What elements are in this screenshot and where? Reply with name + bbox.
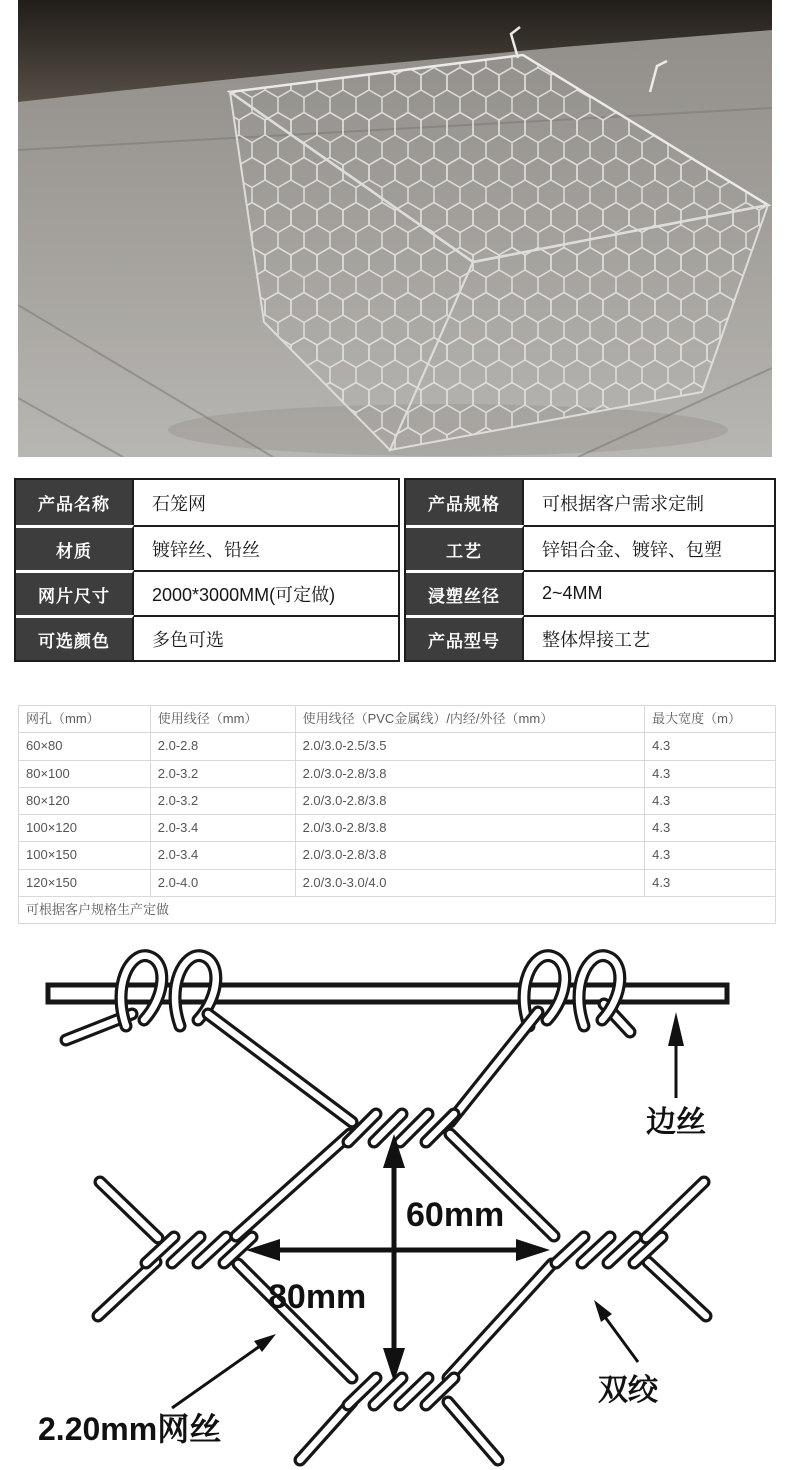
spec-label: 网片尺寸 xyxy=(16,570,134,615)
spec-label: 工艺 xyxy=(406,525,524,570)
horizontal-dimension-arrow xyxy=(246,1239,550,1261)
hexagonal-mesh-diagram xyxy=(0,910,790,1470)
table-footer-note: 可根据客户规格生产定做 xyxy=(19,896,776,923)
table-cell: 4.3 xyxy=(645,760,776,787)
table-row xyxy=(19,842,776,869)
table-cell: 2.0-3.2 xyxy=(150,787,295,814)
spec-value: 多色可选 xyxy=(134,615,398,660)
table-cell: 100×150 xyxy=(19,842,151,869)
size-table xyxy=(18,705,776,924)
table-cell: 4.3 xyxy=(645,842,776,869)
table-cell: 80×100 xyxy=(19,760,151,787)
product-photo xyxy=(18,0,772,457)
table-cell: 4.3 xyxy=(645,787,776,814)
edge-wire-label: 边丝 xyxy=(646,1106,706,1139)
table-cell: 2.0/3.0-2.8/3.8 xyxy=(295,760,645,787)
table-row xyxy=(19,869,776,896)
table-cell: 2.0/3.0-3.0/4.0 xyxy=(295,869,645,896)
spec-table-left xyxy=(14,478,400,662)
spec-value: 锌铝合金、镀锌、包塑 xyxy=(524,525,774,570)
size-table-header: 网孔（mm） xyxy=(19,706,151,733)
spec-value: 整体焊接工艺 xyxy=(524,615,774,660)
table-cell: 2.0/3.0-2.8/3.8 xyxy=(295,815,645,842)
edge-wire-label-arrow xyxy=(668,1012,684,1098)
spec-label: 产品名称 xyxy=(16,480,134,525)
spec-label: 产品规格 xyxy=(406,480,524,525)
table-cell: 4.3 xyxy=(645,815,776,842)
spec-value: 2~4MM xyxy=(524,570,774,615)
double-twist-label-arrow xyxy=(594,1300,638,1362)
spec-label: 浸塑丝径 xyxy=(406,570,524,615)
spec-label: 可选颜色 xyxy=(16,615,134,660)
gabion-photo-illustration xyxy=(18,0,772,457)
table-cell: 2.0-4.0 xyxy=(150,869,295,896)
spec-row xyxy=(406,615,774,660)
size-table-header: 最大宽度（m） xyxy=(645,706,776,733)
spec-value: 镀锌丝、铅丝 xyxy=(134,525,398,570)
spec-value: 可根据客户需求定制 xyxy=(542,493,704,514)
spec-row xyxy=(16,570,398,615)
height-dimension-label: 60mm xyxy=(406,1196,505,1234)
table-cell: 2.0/3.0-2.8/3.8 xyxy=(295,842,645,869)
double-twist-label: 双绞 xyxy=(598,1374,658,1407)
spec-label: 产品型号 xyxy=(406,615,524,660)
mesh-wire-label-arrow xyxy=(172,1334,276,1408)
table-cell: 4.3 xyxy=(645,869,776,896)
mesh-wire-label: 2.20mm网丝 xyxy=(38,1411,222,1447)
double-twist-junctions xyxy=(146,1114,662,1405)
spec-row xyxy=(16,525,398,570)
spec-row xyxy=(16,480,398,525)
table-cell: 2.0/3.0-2.8/3.8 xyxy=(295,787,645,814)
spec-row xyxy=(406,480,774,525)
size-table-header-row xyxy=(19,706,776,733)
table-row xyxy=(19,815,776,842)
vertical-dimension-arrow xyxy=(383,1134,405,1382)
size-table-header: 使用线径（mm） xyxy=(150,706,295,733)
mesh-diagram xyxy=(0,910,790,1470)
table-row xyxy=(19,787,776,814)
table-cell: 2.0-2.8 xyxy=(150,733,295,760)
table-row xyxy=(19,733,776,760)
table-cell: 2.0-3.2 xyxy=(150,760,295,787)
size-table-header: 使用线径（PVC金属线）/内经/外径（mm） xyxy=(295,706,645,733)
spec-row xyxy=(16,615,398,660)
spec-label: 材质 xyxy=(16,525,134,570)
table-cell: 80×120 xyxy=(19,787,151,814)
table-cell: 2.0-3.4 xyxy=(150,842,295,869)
table-cell: 60×80 xyxy=(19,733,151,760)
spec-value: 石笼网 xyxy=(152,493,206,514)
spec-row xyxy=(406,525,774,570)
table-cell: 2.0-3.4 xyxy=(150,815,295,842)
mesh-wires-upper xyxy=(208,1012,538,1122)
table-row xyxy=(19,760,776,787)
table-cell: 4.3 xyxy=(645,733,776,760)
spec-row xyxy=(406,570,774,615)
spec-table-right xyxy=(404,478,776,662)
table-cell: 2.0/3.0-2.5/3.5 xyxy=(295,733,645,760)
width-dimension-label: 80mm xyxy=(268,1278,367,1316)
spec-value: 2000*3000MM(可定做) xyxy=(134,570,398,615)
table-cell: 100×120 xyxy=(19,815,151,842)
table-cell: 120×150 xyxy=(19,869,151,896)
